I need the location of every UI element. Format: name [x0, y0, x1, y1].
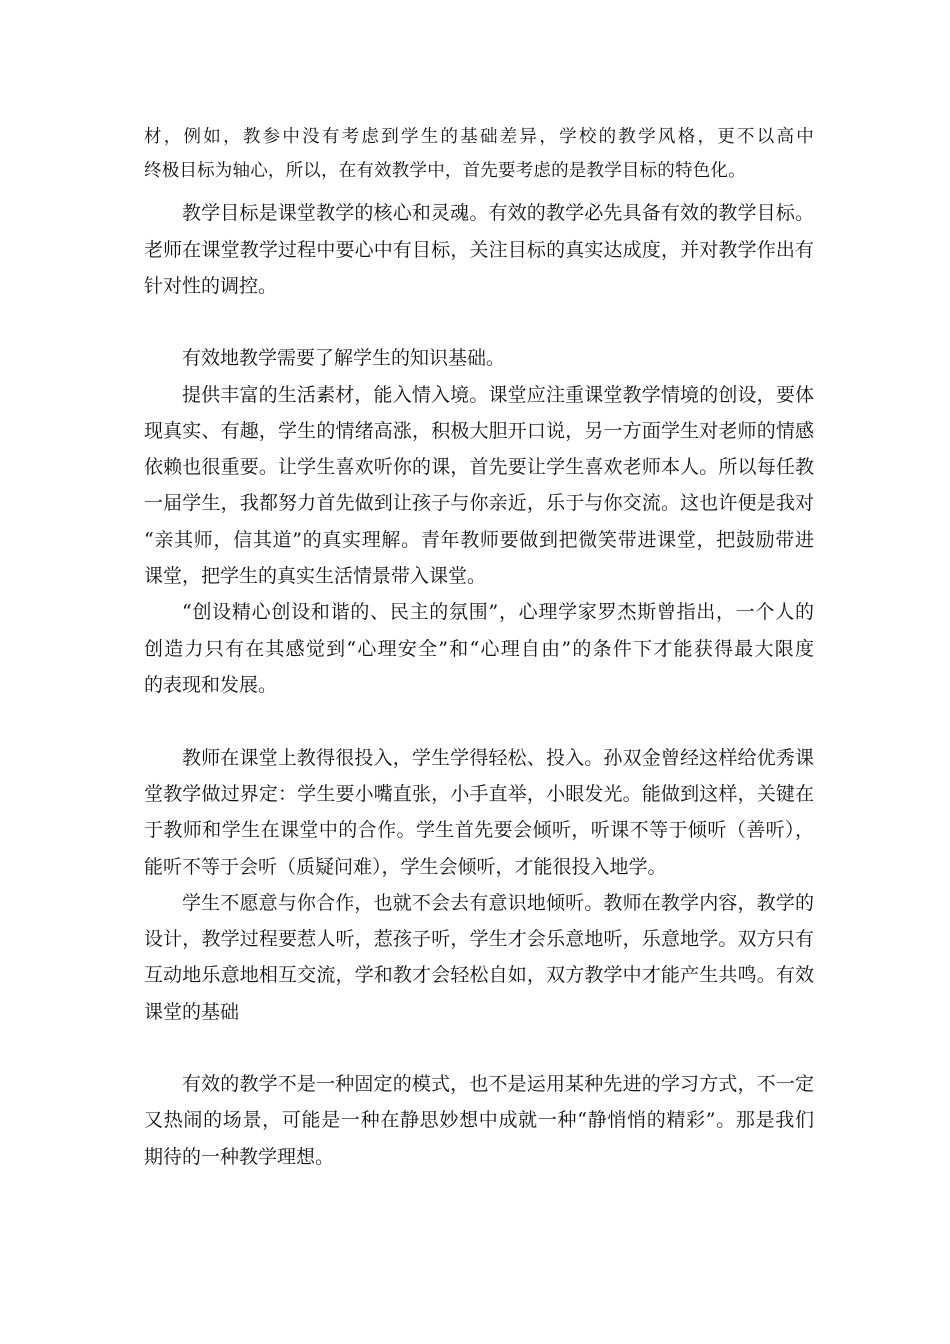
text-line: 有效的教学不是一种固定的模式，也不是运用某种先进的学习方式，不一定 — [182, 1073, 814, 1095]
text-line: 终极目标为轴心，所以，在有效教学中，首先要考虑的是教学目标的特色化。 — [144, 161, 746, 181]
text-line: 设计，教学过程要惹人听，惹孩子听，学生才会乐意地听，乐意地学。双方只有 — [144, 928, 814, 950]
text-line: 的表现和发展。 — [144, 674, 278, 696]
text-line: 期待的一种教学理想。 — [144, 1146, 335, 1168]
text-line: 教师在课堂上教得很投入，学生学得轻松、投入。孙双金曾经这样给优秀课 — [182, 747, 814, 769]
text-line: 于教师和学生在课堂中的合作。学生首先要会倾听，听课不等于倾听（善听）， — [144, 819, 814, 841]
text-line: 有效地教学需要了解学生的知识基础。 — [182, 347, 506, 369]
text-line: 课堂，把学生的真实生活情景带入课堂。 — [144, 565, 487, 587]
text-line: 互动地乐意地相互交流，学和教才会轻松自如，双方教学中才能产生共鸣。有效 — [144, 964, 814, 986]
text-line: 现真实、有趣，学生的情绪高涨，积极大胆开口说，另一方面学生对老师的情感 — [144, 420, 814, 442]
text-line: “亲其师，信其道”的真实理解。青年教师要做到把微笑带进课堂，把鼓励带进 — [144, 529, 814, 551]
text-line: 又热闹的场景，可能是一种在静思妙想中成就一种“静悄悄的精彩”。那是我们 — [144, 1109, 814, 1131]
text-line: 能听不等于会听（质疑问难），学生会倾听，才能很投入地学。 — [144, 856, 667, 878]
text-line: 针对性的调控。 — [144, 275, 278, 297]
text-line: 教学目标是课堂教学的核心和灵魂。有效的教学必先具备有效的教学目标。 — [182, 202, 814, 224]
text-line: “创设精心创设和谐的、民主的氛围”，心理学家罗杰斯曾指出，一个人的 — [182, 601, 814, 623]
text-line: 依赖也很重要。让学生喜欢听你的课，首先要让学生喜欢老师本人。所以每任教 — [144, 456, 814, 478]
text-line: 材，例如，教参中没有考虑到学生的基础差异，学校的教学风格，更不以高中 — [144, 127, 814, 147]
text-line: 创造力只有在其感觉到“心理安全”和“心理自由”的条件下才能获得最大限度 — [144, 638, 814, 660]
text-line: 堂教学做过界定：学生要小嘴直张，小手直举，小眼发光。能做到这样，关键在 — [144, 783, 814, 805]
text-line: 老师在课堂教学过程中要心中有目标，关注目标的真实达成度，并对教学作出有 — [144, 239, 814, 261]
text-line: 一届学生，我都努力首先做到让孩子与你亲近，乐于与你交流。这也许便是我对 — [144, 492, 814, 514]
text-line: 学生不愿意与你合作，也就不会去有意识地倾听。教师在教学内容，教学的 — [182, 892, 814, 914]
text-line: 课堂的基础 — [144, 1001, 240, 1023]
text-line: 提供丰富的生活素材，能入情入境。课堂应注重课堂教学情境的创设，要体 — [182, 384, 814, 406]
